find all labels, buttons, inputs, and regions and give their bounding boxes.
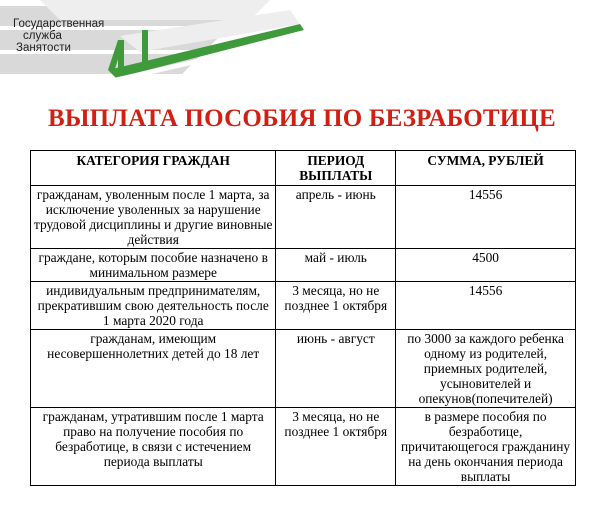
cell-amount: в размере пособия по безработице, причитающегося гражданину на день окончания периода выплаты bbox=[396, 408, 576, 486]
cell-period: май - июль bbox=[276, 249, 396, 282]
header-amount: СУММА, РУБЛЕЙ bbox=[396, 151, 576, 186]
cell-period: 3 месяца, но не позднее 1 октября bbox=[276, 408, 396, 486]
logo-line-1: Государственная bbox=[13, 18, 105, 30]
header-category: КАТЕГОРИЯ ГРАЖДАН bbox=[31, 151, 276, 186]
cell-category: гражданам, уволенным после 1 марта, за исключение уволенных за нарушение трудовой дисциплины и другие виновные действия bbox=[31, 186, 276, 249]
cell-period: 3 месяца, но не позднее 1 октября bbox=[276, 282, 396, 330]
cell-amount: 4500 bbox=[396, 249, 576, 282]
benefits-table bbox=[30, 150, 576, 486]
page-title: ВЫПЛАТА ПОСОБИЯ ПО БЕЗРАБОТИЦЕ bbox=[48, 105, 556, 132]
table-row bbox=[31, 282, 576, 330]
cell-category: гражданам, имеющим несовершеннолетних детей до 18 лет bbox=[31, 330, 276, 408]
table-row bbox=[31, 249, 576, 282]
cell-period: апрель - июнь bbox=[276, 186, 396, 249]
logo bbox=[0, 0, 310, 95]
cell-category: индивидуальным предпринимателям, прекратившим свою деятельность после 1 марта 2020 года bbox=[31, 282, 276, 330]
cell-amount: 14556 bbox=[396, 282, 576, 330]
table-row bbox=[31, 186, 576, 249]
cell-category: гражданам, утратившим после 1 марта право на получение пособия по безработице, в связи с истечением периода выплаты bbox=[31, 408, 276, 486]
table-row bbox=[31, 330, 576, 408]
cell-amount: по 3000 за каждого ребенка одному из родителей, приемных родителей, усыновителей и опекунов(попечителей) bbox=[396, 330, 576, 408]
logo-line-3: Занятости bbox=[16, 42, 71, 54]
header-period: ПЕРИОД ВЫПЛАТЫ bbox=[276, 151, 396, 186]
cell-period: июнь - август bbox=[276, 330, 396, 408]
table-row bbox=[31, 408, 576, 486]
cell-amount: 14556 bbox=[396, 186, 576, 249]
logo-line-2: служба bbox=[23, 30, 62, 42]
logo-text bbox=[13, 18, 104, 54]
table-header-row bbox=[31, 151, 576, 186]
cell-category: граждане, которым пособие назначено в минимальном размере bbox=[31, 249, 276, 282]
